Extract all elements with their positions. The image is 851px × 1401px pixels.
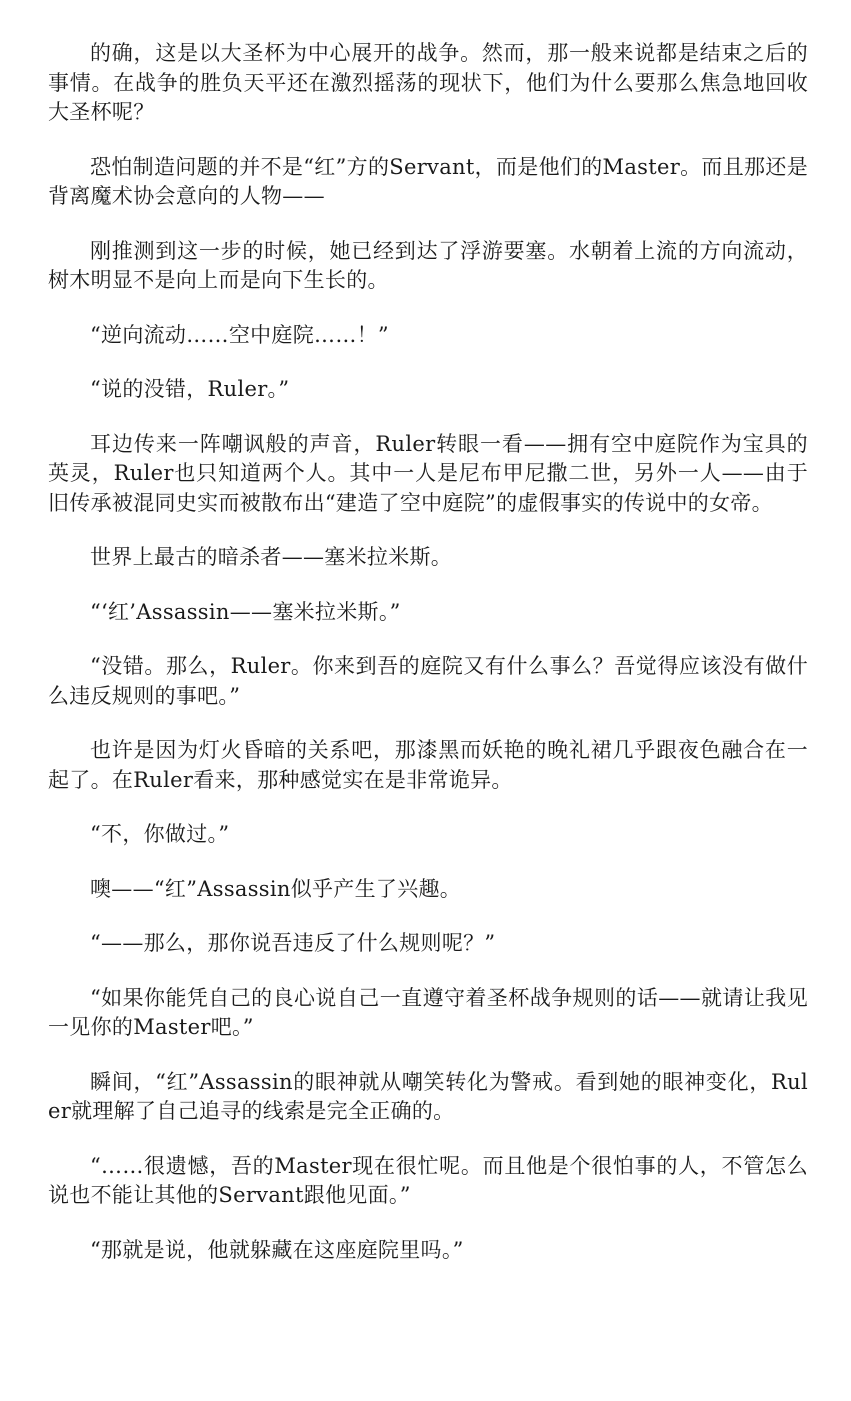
paragraph: 耳边传来一阵嘲讽般的声音，Ruler转眼一看——拥有空中庭院作为宝具的英灵，Ruler也只知道两个人。其中一人是尼布甲尼撒二世，另外一人——由于旧传承被混同史实而被散布出“建造了空中庭院”的虚假事实的传说中的女帝。 [48, 431, 808, 515]
paragraph: 恐怕制造问题的并不是“红”方的Servant，而是他们的Master。而且那还是背离魔术协会意向的人物—— [48, 154, 808, 208]
paragraph: 噢——“红”Assassin似乎产生了兴趣。 [90, 876, 462, 901]
paragraph: “——那么，那你说吾违反了什么规则呢？” [90, 931, 496, 955]
paragraph: “没错。那么，Ruler。你来到吾的庭院又有什么事么？吾觉得应该没有做什么违反规则的事吧。” [48, 654, 808, 708]
paragraph: “不，你做过。” [90, 822, 230, 846]
paragraph: 也许是因为灯火昏暗的关系吧，那漆黑而妖艳的晚礼裙几乎跟夜色融合在一起了。在Ruler看来，那种感觉实在是非常诡异。 [48, 738, 808, 792]
paragraph: “说的没错，Ruler。” [90, 377, 290, 401]
paragraph: 的确，这是以大圣杯为中心展开的战争。然而，那一般来说都是结束之后的事情。在战争的胜负天平还在激烈摇荡的现状下，他们为什么要那么焦急地回收大圣杯呢？ [48, 41, 808, 124]
paragraph: “那就是说，他就躲藏在这座庭院里吗。” [90, 1237, 464, 1262]
paragraph: 世界上最古的暗杀者——塞米拉米斯。 [90, 545, 453, 569]
paragraph: 瞬间，“红”Assassin的眼神就从嘲笑转化为警戒。看到她的眼神变化，Ruler就理解了自己追寻的线索是完全正确的。 [48, 1069, 808, 1123]
paragraph: “逆向流动……空中庭院……！” [90, 322, 389, 347]
paragraph: 刚推测到这一步的时候，她已经到达了浮游要塞。水朝着上流的方向流动，树木明显不是向上而是向下生长的。 [48, 238, 808, 292]
paragraph: “如果你能凭自己的良心说自己一直遵守着圣杯战争规则的话——就请让我见一见你的Master吧。” [48, 985, 808, 1039]
document-page [48, 39, 808, 1290]
paragraph: “‘红’Assassin——塞米拉米斯。” [90, 599, 401, 624]
paragraph: “……很遗憾，吾的Master现在很忙呢。而且他是个很怕事的人，不管怎么说也不能让其他的Servant跟他见面。” [48, 1153, 808, 1207]
